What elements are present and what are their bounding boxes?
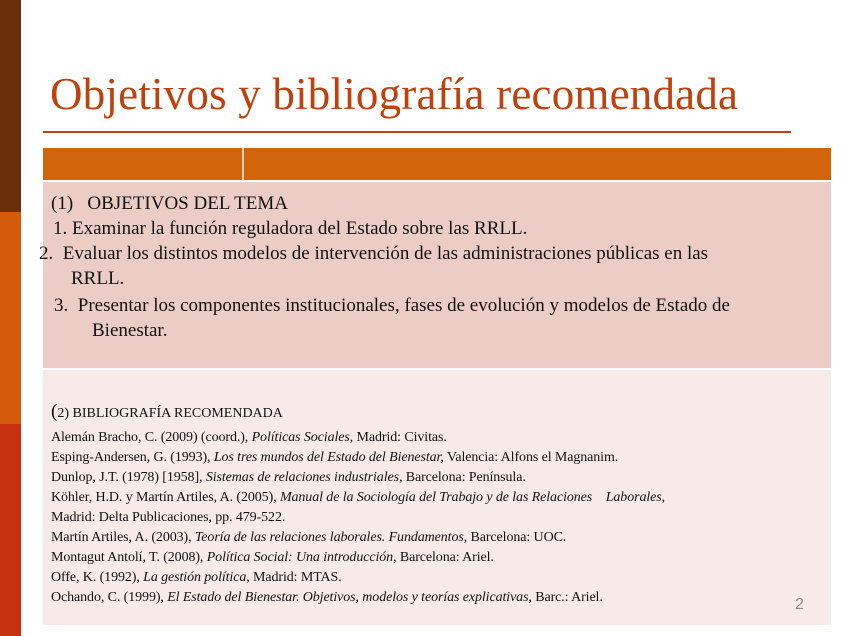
table-header-cell-1 [43,148,244,180]
objective-item: 3. Presentar los componentes institucionales, fases de evolución y modelos de Estado de [54,295,730,316]
reference-list [51,428,665,608]
reference-item: Montagut Antolí, T. (2008), Política Social: Una introducción, Barcelona: Ariel. [51,550,494,565]
objective-item-continued: Bienestar. [92,320,168,341]
title-underline [43,131,791,133]
reference-item: Dunlop, J.T. (1978) [1958], Sistemas de relaciones industriales, Barcelona: Península. [51,470,526,485]
objectives-heading: (1) OBJETIVOS DEL TEMA [51,193,288,214]
reference-item: Alemán Bracho, C. (2009) (coord.), Políticas Sociales, Madrid: Civitas. [51,430,447,445]
reference-item: Martín Artiles, A. (2003), Teoría de las relaciones laborales. Fundamentos, Barcelona: UOC. [51,530,567,545]
objective-item: 2. Evaluar los distintos modelos de intervención de las administraciones públicas en las [39,243,709,264]
reference-item: Ochando, C. (1999), El Estado del Bienestar. Objetivos, modelos y teorías explicativas, Barc.: Ariel. [51,590,603,605]
bibliography-section [43,368,831,625]
page-number: 2 [795,596,804,613]
objectives-section [39,180,831,368]
side-stripe-orange [0,212,21,424]
objective-item-continued: RRLL. [71,268,125,289]
table-header-cell-2 [244,148,831,180]
objective-item: 1. Examinar la función reguladora del Estado sobre las RRLL. [53,218,528,239]
reference-item-continued: Madrid: Delta Publicaciones, pp. 479-522. [51,510,286,525]
content-table [39,148,831,625]
side-stripe-red [0,424,21,636]
side-stripe-dark [0,0,21,212]
table-header-row [43,148,831,180]
slide-title: Objetivos y bibliografía recomendada [50,69,739,119]
bibliography-heading: (2) BIBLIOGRAFÍA RECOMENDADA [51,401,283,422]
reference-item: Köhler, H.D. y Martín Artiles, A. (2005), Manual de la Sociología del Trabajo y de las Relaciones Laborales, [51,490,666,505]
reference-item: Esping-Andersen, G. (1993), Los tres mundos del Estado del Bienestar, Valencia: Alfons el Magnanim. [51,450,619,465]
reference-item: Offe, K. (1992), La gestión política, Madrid: MTAS. [51,570,342,585]
